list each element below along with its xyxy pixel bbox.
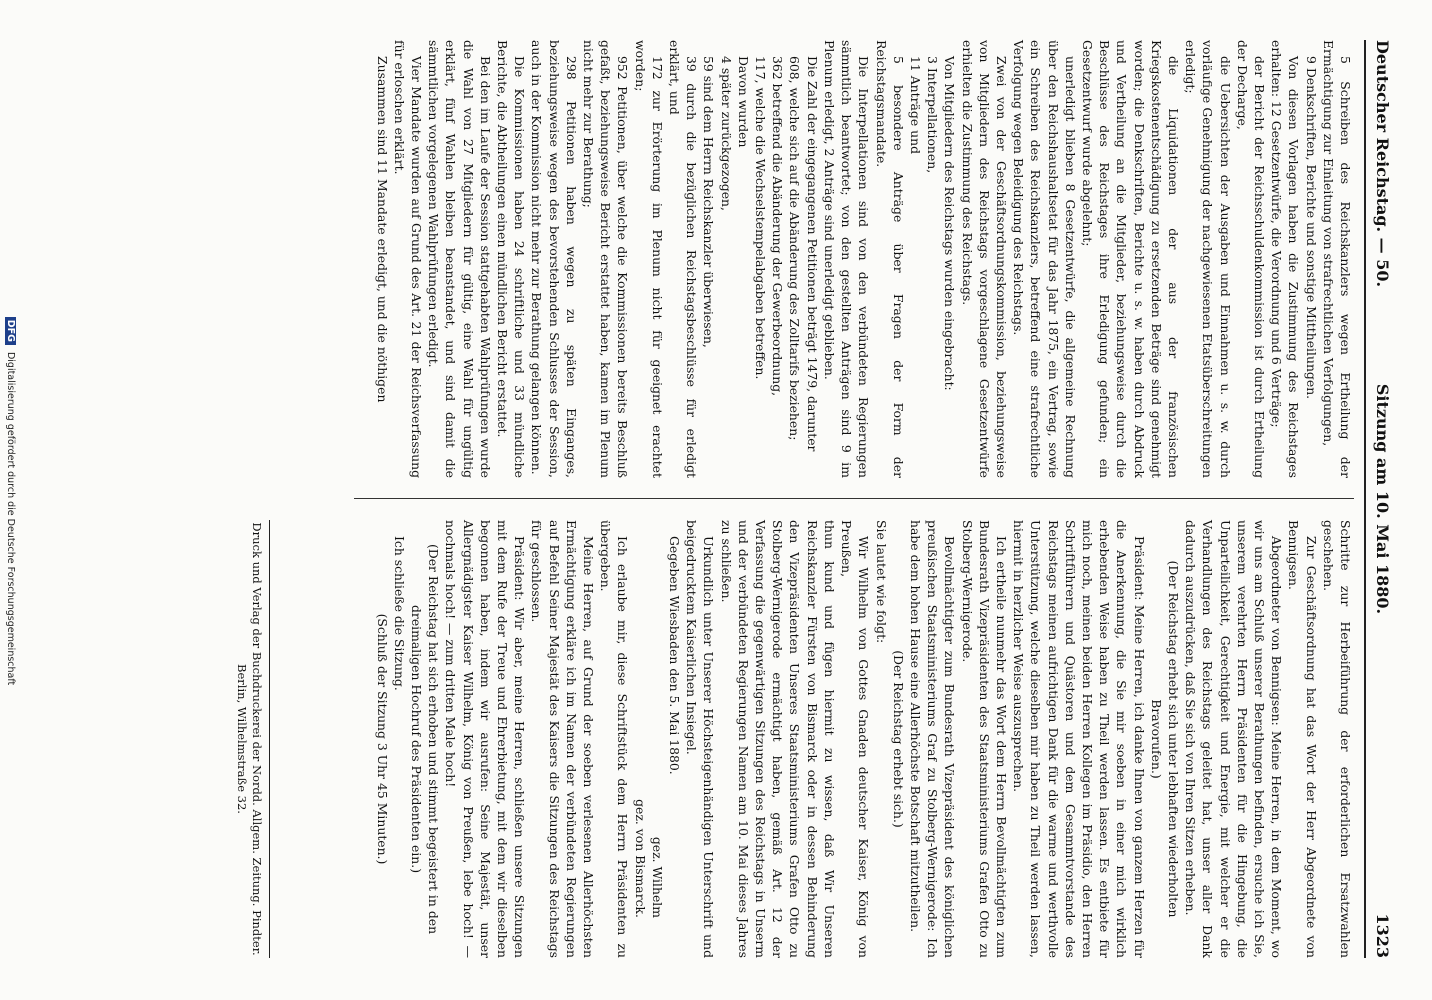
paragraph: (Schluß der Sitzung 3 Uhr 45 Minuten.) [374,613,390,865]
paragraph: Von Mitgliedern des Reichstags wurden eingebracht: [942,56,958,391]
paragraph: Schritte zur Herbeiführung der erforderlichen Ersatzwahlen geschehen. [1320,520,1353,958]
paragraph: Die Zahl der eingegangenen Petitionen beträgt 1479, darunter [804,56,820,452]
paragraph: 59 sind dem Herrn Reichskanzler überwiesen, [701,56,717,348]
paragraph: Wir Wilhelm von Gottes Gnaden deutscher Kaiser, König von Preußen, [839,520,872,958]
paragraph: Urkundlich unter Unserer Höchsteigenhändigen Unterschrift und beigedrucktem Kaiserlichen Insiegel. [684,520,717,958]
paragraph: Zur Geschäftsordnung hat das Wort der Herr Abgeordnete von Bennigsen. [1286,520,1319,958]
paragraph: die Liquidationen der aus der französischen Kriegskostenentschädigung zu ersetzenden Beträge sind genehmigt worden; die Denkschriften, Berichte u. s. w. haben durch Abdruck und Vertheilung an die Mitglieder, beziehungsweise durch die Beschlüsse des Reichstages ihre Erledigung gefunden; ein Gesetzentwurf wurde abgelehnt; [1079,40,1181,478]
dfg-badge: DFG [5,317,16,345]
paragraph: Präsident: Meine Herren, ich danke Ihnen von ganzem Herzen für die Anerkennung, die Sie mir soeben in einer mich wirklich erhebenden Weise haben zu Theil werden lassen. Es entbiete für mich noch, meinen beiden Herren Kollegen im Präsidio, den Herren Schriftführern und Quästoren und dem Gesammtvorstande des Reichstags meinen aufrichtigen Dank für die warme und werthvolle Unterstützung, welche dieselben mir haben zu Theil werden lassen, hiermit in herzlicher Weise auszusprechen. [1011,520,1147,958]
paragraph: Die Interpellationen sind von den verbündeten Regierungen sämmtlich beantwortet; von den gestellten Anträgen sind 9 im Plenum erledigt, 2 Anträge sind unerledigt geblieben. [821,40,872,478]
paragraph: 3 Interpellationen, [925,56,941,174]
paragraph: Ich ertheile nunmehr das Wort dem Herrn Bevollmächtigten zum Bundesrath Vizepräsidenten des Staatsministeriums Grafen Otto zu Stolberg-Wernigerode. [959,520,1009,958]
header-center: Sitzung am 10. Mai 1880. [1373,383,1392,615]
paragraph: Davon wurden [735,56,751,148]
paragraph: 9 Denkschriften, Berichte und sonstige Mittheilungen. [1303,56,1319,400]
paragraph: Sie lautet wie folgt: [873,520,889,644]
page-header [1368,40,1392,958]
paragraph: Vier Mandate wurden auf Grund des Art. 21 der Reichsverfassung für erloschen erklärt. [391,40,425,478]
paragraph: 172 zur Erörterung im Plenum nicht für geeignet erachtet worden; [632,40,665,478]
paragraph: 39 durch die bezüglichen Reichstagsbeschlüsse für erledigt erklärt, und [667,40,700,478]
paragraph: Die Kommissionen haben 24 schriftliche und 33 mündliche Berichte, die Abtheilungen einen mündlichen Bericht erstattet. [495,40,528,478]
paragraph: Gegeben Wiesbaden den 5. Mai 1880. [667,536,683,775]
paragraph: Bevollmächtigter zum Bundesrath Vizepräsident des königlichen preußischen Staatsministeriums Graf zu Stolberg-Wernigerode: Ich habe dem hohen Hause eine Allerhöchste Botschaft mitzutheilen. [907,520,958,958]
paragraph: der Bericht der Reichsschuldenkommission ist durch Ertheilung der Decharge, [1234,40,1267,478]
paragraph: 608, welche sich auf die Abänderung des Zolltarifs beziehen; [787,56,803,441]
paragraph: 952 Petitionen, über welche die Kommissionen bereits Beschluß gefaßt, beziehungsweise Bericht erstattet haben, kamen im Plenum nicht mehr zur Berathung; [581,40,631,478]
paragraph: Von diesen Vorlagen haben die Zustimmung des Reichstages erhalten: 12 Gesetzentwürfe, die Verordnung und 6 Verträge; [1269,40,1302,478]
paragraph: (Der Reichstag hat sich erhoben und stimmt begeistert in den dreimaligen Hochruf des Präsidenten ein.) [409,543,442,935]
paragraph: unerledigt blieben 8 Gesetzentwürfe, die allgemeine Rechnung über den Reichshaushaltsetat für das Jahr 1875, ein Vertrag, sowie ein Schreiben des Reichskanzlers, betreffend eine strafrechtliche Verfolgung wegen Beleidigung des Reichstags. [1011,40,1078,478]
paragraph: 5 besondere Anträge über Fragen der Form der Reichstagsmandate. [873,40,906,478]
paragraph: 5 Schreiben des Reichskanzlers wegen Ertheilung der Ermächtigung zur Einleitung von strafrechtlichen Verfolgungen, [1320,40,1353,478]
paragraph: Abgeordneter von Bennigsen: Meine Herren, in dem Moment, wo wir uns am Schluß unserer Berathungen befinden, ersuche ich Sie, unserem verehrten Herrn Präsidenten für die Hingebung, die Unparteilichkeit, Gerechtigkeit und Energie, mit welcher er die Verhandlungen des Reichstags geleitet hat, unser aller Dank dadurch auszudrücken, daß Sie sich von Ihren Sitzen erheben. [1183,520,1285,958]
digitization-note [5,36,16,966]
digitization-text: Digitalisierung gefördert durch die Deutsche Forschungsgemeinschaft [5,351,16,686]
paragraph: (Der Reichstag erhebt sich unter lebhaften wiederholten Bravorufen.) [1148,560,1181,918]
paragraph: 117, welche die Wechselstempelabgaben betreffen. [753,56,769,380]
paragraph: Ich schließe die Sitzung. [391,536,407,691]
header-left: Deutscher Reichstag. — 50. [1373,40,1392,288]
paragraph: die Uebersichten der Ausgaben und Einnahmen u. s. w. durch vorläufige Genehmigung der nachgewiesenen Etatsüberschreitungen erledigt; [1183,40,1233,478]
imprint-footer: Druck und Verlag der Buchdruckerei der Nordd. Allgem. Zeitung. Pindter. Berlin, Wilhelmstraße 32. [235,522,264,956]
paragraph: (Der Reichstag erhebt sich.) [890,650,906,828]
column-divider [354,498,1354,499]
paragraph: Meine Herren, auf Grund der soeben verlesenen Allerhöchsten Ermächtigung erkläre ich im Namen der verbündeten Regierungen auf Befehl Seiner Majestät des Kaisers die Sitzungen des Reichstags für geschlossen. [529,520,597,958]
paragraph: Zusammen sind 11 Mandate erledigt, und die nöthigen [374,56,390,403]
paragraph: 298 Petitionen haben wegen zu späten Einganges, beziehungsweise wegen des bevorstehenden Schlusses der Session, auch in der Kommission nicht mehr zur Berathung gelangen können. [529,40,579,478]
paragraph: Präsident: Wir aber, meine Herren, schließen unsere Sitzungen mit dem Rufe der Treue und Ehrerbietung, mit dem wir dieselben begonnen haben, indem wir ausrufen: Seine Majestät, unser Allergnädigster Kaiser Wilhelm, König von Preußen, lebe hoch! — nochmals hoch! — zum dritten Male hoch! [443,520,528,958]
left-column [374,40,1354,478]
paragraph: 4 später zurückgezogen, [718,56,734,211]
paragraph: Zwei von der Geschäftsordnungskommission, beziehungsweise von Mitgliedern des Reichstags vorgeschlagene Gesetzentwürfe erhielten die Zustimmung des Reichstags. [959,40,1009,478]
footer-rule [269,520,270,958]
paragraph: 11 Anträge und [907,56,923,155]
paragraph: Bei den im Laufe der Session stattgehabten Wahlprüfungen wurde die Wahl von 27 Mitgliedern für gültig, eine Wahl für ungültig erklärt, fünf Wahlen bleiben beanstandet, und sind damit die sämmtlichen vorgelegenen Wahlprüfungen erledigt. [426,40,493,478]
page-number: 1323 [1373,913,1392,958]
header-rule [1364,40,1366,958]
paragraph: gez. Wilhelm [649,836,665,918]
paragraph: Ich erlaube mir, diese Schriftstück dem Herrn Präsidenten zu übergeben. [598,520,631,958]
right-column [374,520,1354,958]
paragraph: gez. von Bismarck. [632,799,648,918]
paragraph: thun kund und fügen hiermit zu wissen, daß Wir Unseren Reichskanzler Fürsten von Bismarck oder in dessen Behinderung den Vizepräsidenten Unseres Staatsministeriums Grafen Otto zu Stolberg-Wernigerode ermächtigt haben, gemäß Art. 12 der Verfassung die gegenwärtigen Sitzungen des Reichstags in Unserm und der verbündeten Regierungen Namen am 10. Mai dieses Jahres zu schließen. [718,520,837,958]
paragraph: 362 betreffend die Abänderung der Gewerbeordnung, [770,56,786,397]
